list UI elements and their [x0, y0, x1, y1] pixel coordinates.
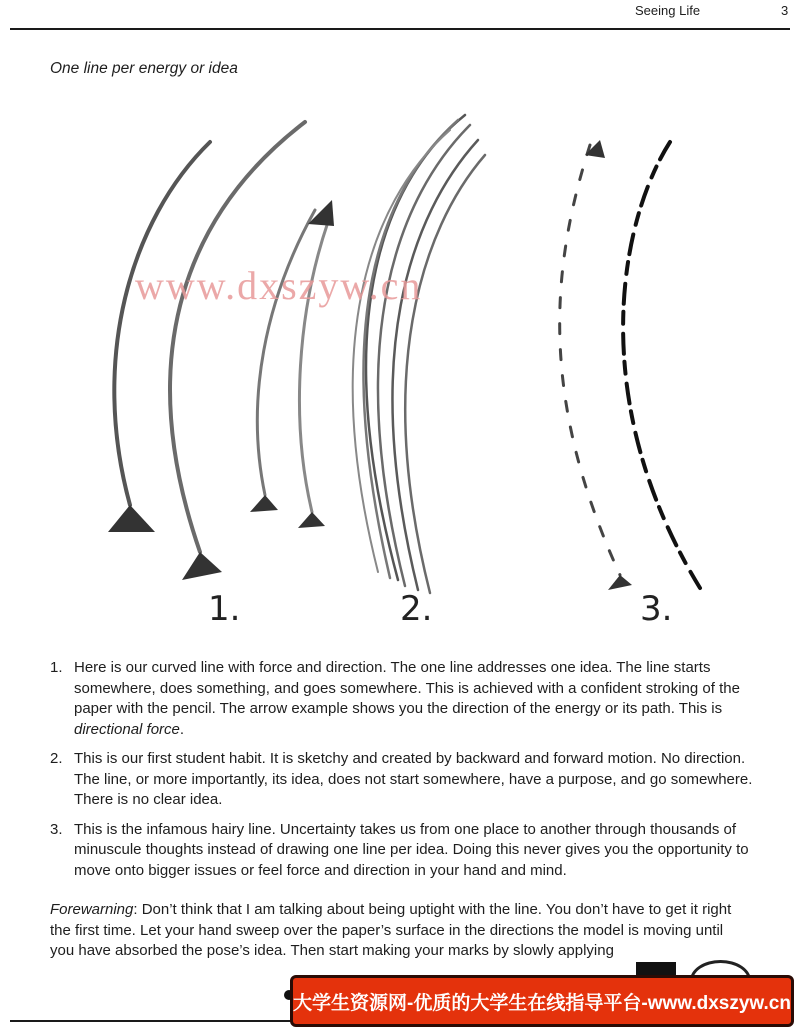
example-3-label: 3.: [640, 589, 673, 629]
list-item-number: 1.: [50, 659, 63, 676]
example-1-label: 1.: [208, 589, 241, 629]
list-item-emphasis: directional force: [74, 720, 180, 738]
example-2-stroke-a: [366, 115, 465, 580]
list-item-text: Here is our curved line with force and direction. The one line addresses one idea. The line starts somewhere, does something, and goes somewhere. This is achieved with a confident stroking of the paper with the pencil. The arrow example shows you the direction of the energy or its path. This is: [74, 659, 740, 717]
page-number: 3: [781, 3, 789, 18]
list-item-text: This is the infamous hairy line. Uncertainty takes us from one place to another through thousands of minuscule thoughts instead of drawing one line per idea. Doing this never gives you the opportunity to move onto bigger issues or feel force and direction in your hand and mind.: [74, 820, 749, 879]
list-item-number: 3.: [50, 820, 63, 838]
example-1-arrowhead-bottom-b: [298, 512, 325, 528]
example-3-arrow-path: [560, 145, 620, 575]
forewarning-label: Forewarning: [50, 901, 134, 918]
list-item: [50, 658, 760, 740]
list-item: [50, 820, 760, 882]
footer-rule: [10, 1020, 295, 1022]
example-2-stroke-e: [405, 155, 485, 593]
explanation-list: [50, 658, 760, 890]
line-examples-illustration: [60, 100, 750, 640]
example-2-stroke-d: [393, 140, 478, 590]
list-item-number: 2.: [50, 750, 63, 767]
header-rule: [10, 28, 790, 30]
example-1-arrowhead-left: [108, 505, 155, 532]
example-1-arrowhead-right: [182, 552, 222, 580]
list-item: [50, 749, 760, 811]
example-1-stroke-inner: [170, 122, 305, 552]
site-banner[interactable]: 大学生资源网-优质的大学生在线指导平台-www.dxszyw.cn: [290, 975, 794, 1027]
list-item-text: This is our first student habit. It is sketchy and created by backward and forward motion. No direction. The line, or more importantly, its idea, does not start somewhere, have a purpose, and go somewhere. There is no clear idea.: [74, 750, 753, 808]
example-3-arrowhead-bottom: [608, 575, 632, 590]
section-subtitle: One line per energy or idea: [50, 60, 238, 77]
example-1-arrowhead-bottom-a: [250, 495, 278, 512]
list-item-trailing: .: [179, 720, 185, 738]
example-2-label: 2.: [400, 589, 433, 629]
forewarning-text: : Don’t think that I am talking about being uptight with the line. You don’t have to get it right the first time. Let your hand sweep over the paper’s surface in the directions the model is moving until you have absorbed the pose’s idea. Then start making your marks by slowly applying: [50, 901, 732, 959]
running-title: Seeing Life: [635, 3, 701, 18]
example-1-stroke-mid: [257, 210, 315, 495]
example-3-hairy-line: [623, 142, 700, 588]
watermark-text: www.dxszyw.cn: [135, 263, 423, 308]
example-1-stroke-outer: [114, 142, 210, 505]
forewarning-paragraph: [50, 900, 750, 962]
